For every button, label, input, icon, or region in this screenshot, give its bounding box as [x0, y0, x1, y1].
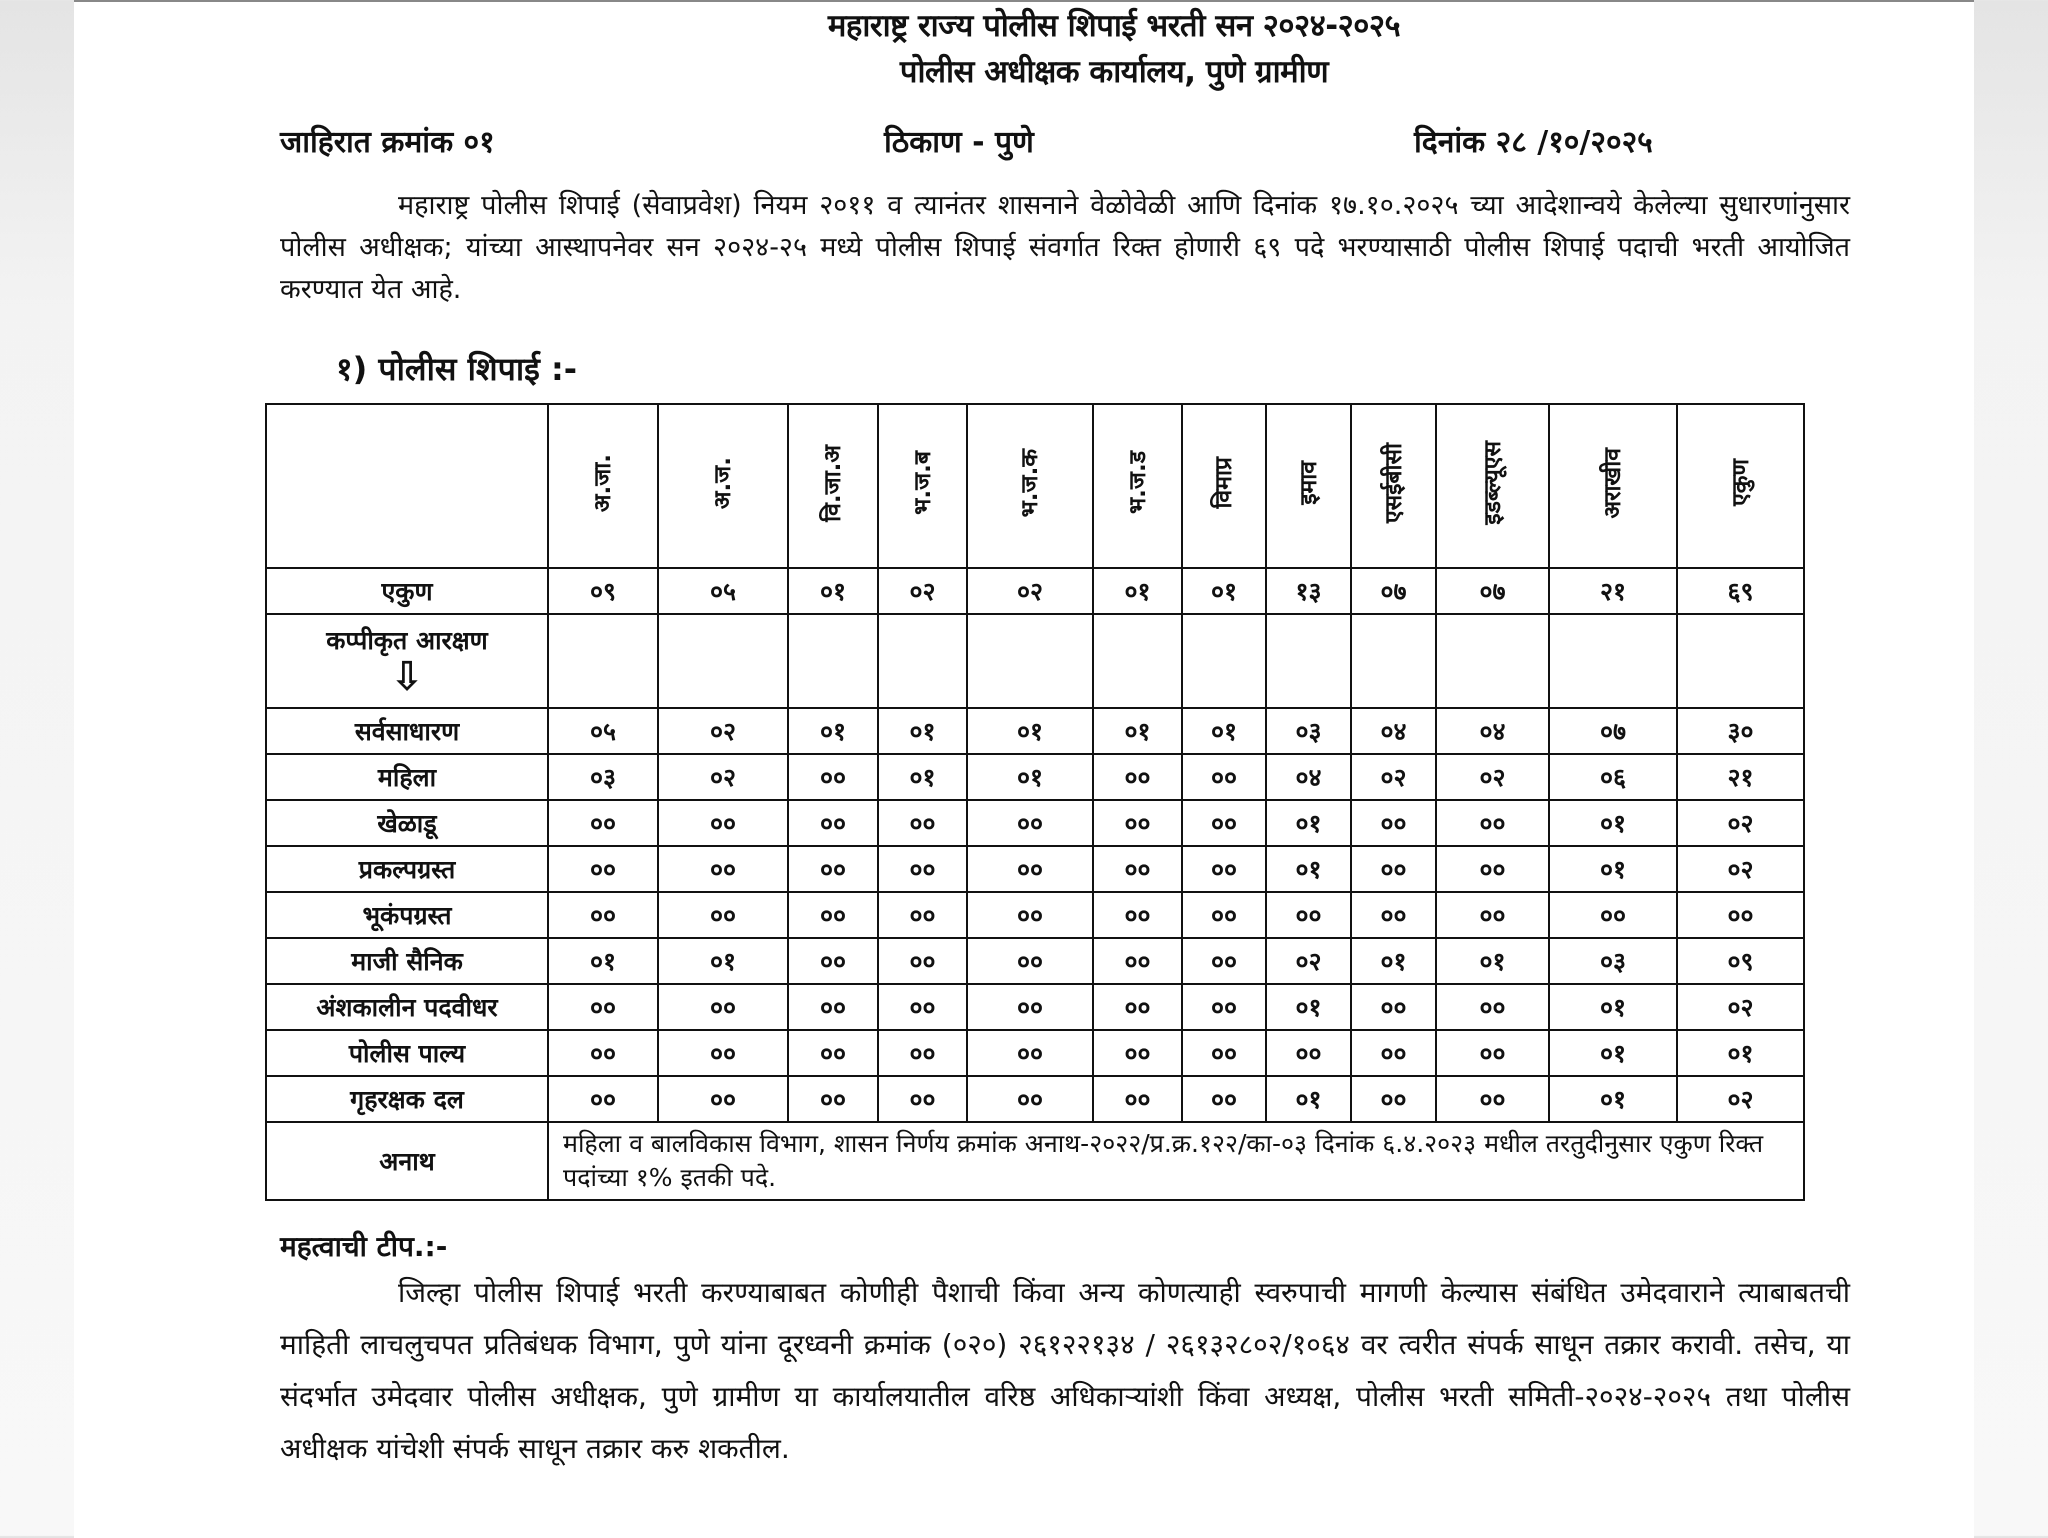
table-cell: ००	[1266, 1030, 1351, 1076]
table-cell: ००	[548, 800, 658, 846]
advertisement-number: जाहिरात क्रमांक ०१	[280, 125, 495, 160]
table-cell: ००	[788, 1076, 878, 1122]
table-row	[266, 938, 1804, 984]
table-cell: ००	[548, 1076, 658, 1122]
empty-cell	[1549, 614, 1677, 708]
table-cell: ००	[788, 800, 878, 846]
table-cell: ३०	[1677, 708, 1804, 754]
empty-cell	[1266, 614, 1351, 708]
total-row	[266, 568, 1804, 614]
table-cell: ००	[967, 800, 1093, 846]
table-cell: ०१	[1549, 1030, 1677, 1076]
column-header	[1093, 404, 1182, 568]
date: दिनांक २८ /१०/२०२५	[1414, 125, 1653, 160]
table-cell: ०४	[1436, 708, 1549, 754]
table-cell: ०७	[1436, 568, 1549, 614]
column-header	[1677, 404, 1804, 568]
table-cell: ००	[788, 1030, 878, 1076]
empty-cell	[788, 614, 878, 708]
table-cell: ००	[658, 892, 788, 938]
table-cell: ०३	[1266, 708, 1351, 754]
table-cell: ०१	[1549, 984, 1677, 1030]
table-cell: २१	[1677, 754, 1804, 800]
column-header-label: भ.ज.क	[1017, 448, 1043, 518]
table-cell: ०१	[1351, 938, 1436, 984]
row-label: माजी सैनिक	[266, 938, 548, 984]
table-cell: ००	[1182, 892, 1266, 938]
table-cell: ००	[548, 846, 658, 892]
column-header-label: भ.ज.ड	[1124, 451, 1151, 515]
table-row	[266, 1076, 1804, 1122]
row-label: गृहरक्षक दल	[266, 1076, 548, 1122]
document-page	[74, 0, 1974, 1538]
table-row	[266, 800, 1804, 846]
table-cell: ०१	[1266, 800, 1351, 846]
column-header-label: अराखीव	[1600, 447, 1626, 519]
empty-cell	[548, 614, 658, 708]
table-cell: ००	[967, 892, 1093, 938]
table-cell: ०२	[1677, 984, 1804, 1030]
table-cell: ००	[1182, 754, 1266, 800]
column-header-label: इडब्ल्यूएस	[1479, 441, 1506, 525]
quota-row	[266, 614, 1804, 708]
table-cell: ००	[1266, 892, 1351, 938]
table-cell: ००	[1093, 984, 1182, 1030]
table-cell: ००	[1182, 800, 1266, 846]
table-cell: ००	[1182, 984, 1266, 1030]
header-corner-cell	[266, 404, 548, 568]
empty-cell	[878, 614, 967, 708]
table-row	[266, 1030, 1804, 1076]
table-cell: ००	[658, 1076, 788, 1122]
table-cell: ०२	[967, 568, 1093, 614]
table-cell: ००	[967, 1030, 1093, 1076]
table-cell: ००	[1436, 846, 1549, 892]
table-cell: ००	[878, 800, 967, 846]
table-cell: ००	[967, 984, 1093, 1030]
column-header-label: भ.ज.ब	[909, 451, 936, 515]
table-cell: ०७	[1549, 708, 1677, 754]
table-cell: ०२	[1266, 938, 1351, 984]
table-header-row	[266, 404, 1804, 568]
table-cell: ००	[1351, 800, 1436, 846]
table-cell: ०२	[658, 754, 788, 800]
table-cell: ०४	[1351, 708, 1436, 754]
table-cell: ०१	[1677, 1030, 1804, 1076]
table-cell: ००	[1436, 984, 1549, 1030]
table-cell: १३	[1266, 568, 1351, 614]
important-note-text: जिल्हा पोलीस शिपाई भरती करण्याबाबत कोणीही पैशाची किंवा अन्य कोणत्याही स्वरुपाची मागणी केल्यास संबंधित उमेदवाराने त्याबाबतची माहिती लाचलुचपत प्रतिबंधक विभाग, पुणे यांना दूरध्वनी क्रमांक (०२०) २६१२२१३४ / २६१३२८०२/१०६४ वर त्वरीत संपर्क साधून तक्रार करावी. तसेच, या संदर्भात उमेदवार पोलीस अधीक्षक, पुणे ग्रामीण या कार्यालयातील वरिष्ठ अधिकाऱ्यांशी किंवा अध्यक्ष, पोलीस भरती समिती-२०२४-२०२५ तथा पोलीस अधीक्षक यांचेशी संपर्क साधून तक्रार करु शकतील.	[280, 1276, 1850, 1465]
row-label: अंशकालीन पदवीधर	[266, 984, 548, 1030]
column-header-label: एकुण	[1727, 459, 1754, 507]
column-header	[1266, 404, 1351, 568]
table-cell: ०१	[1549, 1076, 1677, 1122]
office-name: पोलीस अधीक्षक कार्यालय, पुणे ग्रामीण	[899, 54, 1329, 90]
table-cell: ०७	[1351, 568, 1436, 614]
table-cell: ००	[548, 892, 658, 938]
table-cell: ००	[1093, 1030, 1182, 1076]
table-cell: ०१	[1093, 568, 1182, 614]
table-cell: ०१	[788, 568, 878, 614]
table-row	[266, 754, 1804, 800]
table-cell: ००	[1351, 1030, 1436, 1076]
table-cell: ०२	[1677, 800, 1804, 846]
row-label: प्रकल्पग्रस्त	[266, 846, 548, 892]
table-cell: ०१	[878, 708, 967, 754]
table-cell: ०२	[1677, 1076, 1804, 1122]
table-cell: ०१	[1182, 568, 1266, 614]
row-label: सर्वसाधारण	[266, 708, 548, 754]
table-cell: ०९	[548, 568, 658, 614]
table-row	[266, 984, 1804, 1030]
column-header-label: एसईबीसी	[1380, 442, 1407, 524]
table-cell: ००	[878, 1076, 967, 1122]
table-cell: ०१	[548, 938, 658, 984]
column-header	[967, 404, 1093, 568]
table-cell: ००	[1093, 1076, 1182, 1122]
table-cell: ००	[967, 1076, 1093, 1122]
table-cell: ०१	[967, 754, 1093, 800]
empty-cell	[1677, 614, 1804, 708]
table-cell: ००	[1182, 846, 1266, 892]
table-cell: ००	[1093, 846, 1182, 892]
table-cell: ०१	[1266, 984, 1351, 1030]
table-cell: ००	[1182, 1076, 1266, 1122]
table-cell: ००	[788, 846, 878, 892]
table-cell: ००	[878, 938, 967, 984]
table-row	[266, 892, 1804, 938]
table-cell: ००	[548, 1030, 658, 1076]
document-title: महाराष्ट्र राज्य पोलीस शिपाई भरती सन २०२४-२०२५	[827, 8, 1401, 44]
column-header	[1549, 404, 1677, 568]
table-cell: ०१	[788, 708, 878, 754]
table-cell: ००	[1351, 1076, 1436, 1122]
table-cell: ०१	[878, 754, 967, 800]
table-cell: ००	[967, 938, 1093, 984]
table-cell: ००	[1436, 1076, 1549, 1122]
column-header	[548, 404, 658, 568]
section-title: १) पोलीस शिपाई :-	[336, 350, 578, 388]
important-note-heading: महत्वाची टीप.:-	[280, 1230, 448, 1263]
table-cell: ००	[967, 846, 1093, 892]
quota-label-cell	[266, 614, 548, 708]
row-label: भूकंपग्रस्त	[266, 892, 548, 938]
intro-paragraph: महाराष्ट्र पोलीस शिपाई (सेवाप्रवेश) नियम २०११ व त्यानंतर शासनाने वेळोवेळी आणि दिनांक १७.१०.२०२५ च्या आदेशान्वये केलेल्या सुधारणांनुसार पोलीस अधीक्षक; यांच्या आस्थापनेवर सन २०२४-२५ मध्ये पोलीस शिपाई संवर्गात रिक्त होणारी ६९ पदे भरण्यासाठी पोलीस शिपाई पदाची भरती आयोजित करण्यात येत आहे.	[280, 190, 1850, 305]
column-header	[1351, 404, 1436, 568]
orphan-note: महिला व बालविकास विभाग, शासन निर्णय क्रमांक अनाथ-२०२२/प्र.क्र.१२२/का-०३ दिनांक ६.४.२०२३ मधील तरतुदीनुसार एकुण रिक्त पदांच्या १% इतकी पदे.	[548, 1122, 1804, 1200]
table-cell: ०६	[1549, 754, 1677, 800]
table-cell: ०१	[1549, 800, 1677, 846]
table-cell: ००	[788, 892, 878, 938]
empty-cell	[1093, 614, 1182, 708]
table-cell: ००	[1436, 1030, 1549, 1076]
table-cell: ०१	[1182, 708, 1266, 754]
row-label: खेळाडू	[266, 800, 548, 846]
table-row	[266, 846, 1804, 892]
table-cell: ०१	[1266, 1076, 1351, 1122]
table-cell: ०३	[1549, 938, 1677, 984]
table-cell: ००	[1182, 938, 1266, 984]
table-cell: ००	[658, 800, 788, 846]
quota-label: कप्पीकृत आरक्षण	[326, 626, 488, 655]
table-cell: ०१	[658, 938, 788, 984]
column-header	[658, 404, 788, 568]
table-cell: २१	[1549, 568, 1677, 614]
empty-cell	[1436, 614, 1549, 708]
table-cell: ०४	[1266, 754, 1351, 800]
table-cell: ००	[878, 892, 967, 938]
table-cell: ०१	[1093, 708, 1182, 754]
place: ठिकाण - पुणे	[884, 125, 1034, 160]
table-cell: ०२	[658, 708, 788, 754]
column-header	[788, 404, 878, 568]
table-cell: ०१	[1436, 938, 1549, 984]
table-cell: ००	[1351, 984, 1436, 1030]
row-label: महिला	[266, 754, 548, 800]
column-header	[1436, 404, 1549, 568]
table-cell: ०२	[1677, 846, 1804, 892]
table-cell: ००	[1549, 892, 1677, 938]
table-row	[266, 708, 1804, 754]
table-cell: ००	[1351, 846, 1436, 892]
empty-cell	[1351, 614, 1436, 708]
reservation-table	[265, 403, 1805, 1201]
empty-cell	[967, 614, 1093, 708]
table-cell: ००	[878, 984, 967, 1030]
column-header-label: विमाप्र	[1211, 457, 1237, 509]
table-cell: ००	[1436, 800, 1549, 846]
table-cell: ०२	[1351, 754, 1436, 800]
table-cell: ००	[1436, 892, 1549, 938]
arrow-down-icon: ⇩	[390, 654, 424, 700]
table-cell: ०३	[548, 754, 658, 800]
table-cell: ०५	[658, 568, 788, 614]
table-cell: ००	[658, 984, 788, 1030]
orphan-row	[266, 1122, 1804, 1200]
row-label: पोलीस पाल्य	[266, 1030, 548, 1076]
column-header	[878, 404, 967, 568]
table-cell: ०२	[878, 568, 967, 614]
table-cell: ००	[1093, 938, 1182, 984]
empty-cell	[1182, 614, 1266, 708]
column-header-label: अ.ज.	[710, 456, 736, 510]
column-header	[1182, 404, 1266, 568]
table-cell: ००	[1093, 800, 1182, 846]
table-cell: ०१	[1266, 846, 1351, 892]
table-cell: ००	[788, 754, 878, 800]
table-cell: ०२	[1436, 754, 1549, 800]
table-cell: ००	[1677, 892, 1804, 938]
empty-cell	[658, 614, 788, 708]
table-cell: ००	[1093, 754, 1182, 800]
table-cell: ०१	[1549, 846, 1677, 892]
table-cell: ०९	[1677, 938, 1804, 984]
column-header-label: अ.जा.	[590, 453, 616, 513]
row-label: अनाथ	[266, 1122, 548, 1200]
table-cell: ००	[658, 1030, 788, 1076]
table-cell: ००	[878, 846, 967, 892]
table-cell: ००	[658, 846, 788, 892]
column-header-label: इमाव	[1295, 461, 1322, 505]
table-cell: ००	[1182, 1030, 1266, 1076]
table-cell: ६९	[1677, 568, 1804, 614]
table-cell: ००	[878, 1030, 967, 1076]
table-cell: ०१	[967, 708, 1093, 754]
table-cell: ०५	[548, 708, 658, 754]
table-cell: ००	[548, 984, 658, 1030]
table-cell: ००	[788, 984, 878, 1030]
table-cell: ००	[1351, 892, 1436, 938]
row-label: एकुण	[266, 568, 548, 614]
table-cell: ००	[788, 938, 878, 984]
column-header-label: वि.जा.अ	[820, 444, 846, 522]
table-cell: ००	[1093, 892, 1182, 938]
